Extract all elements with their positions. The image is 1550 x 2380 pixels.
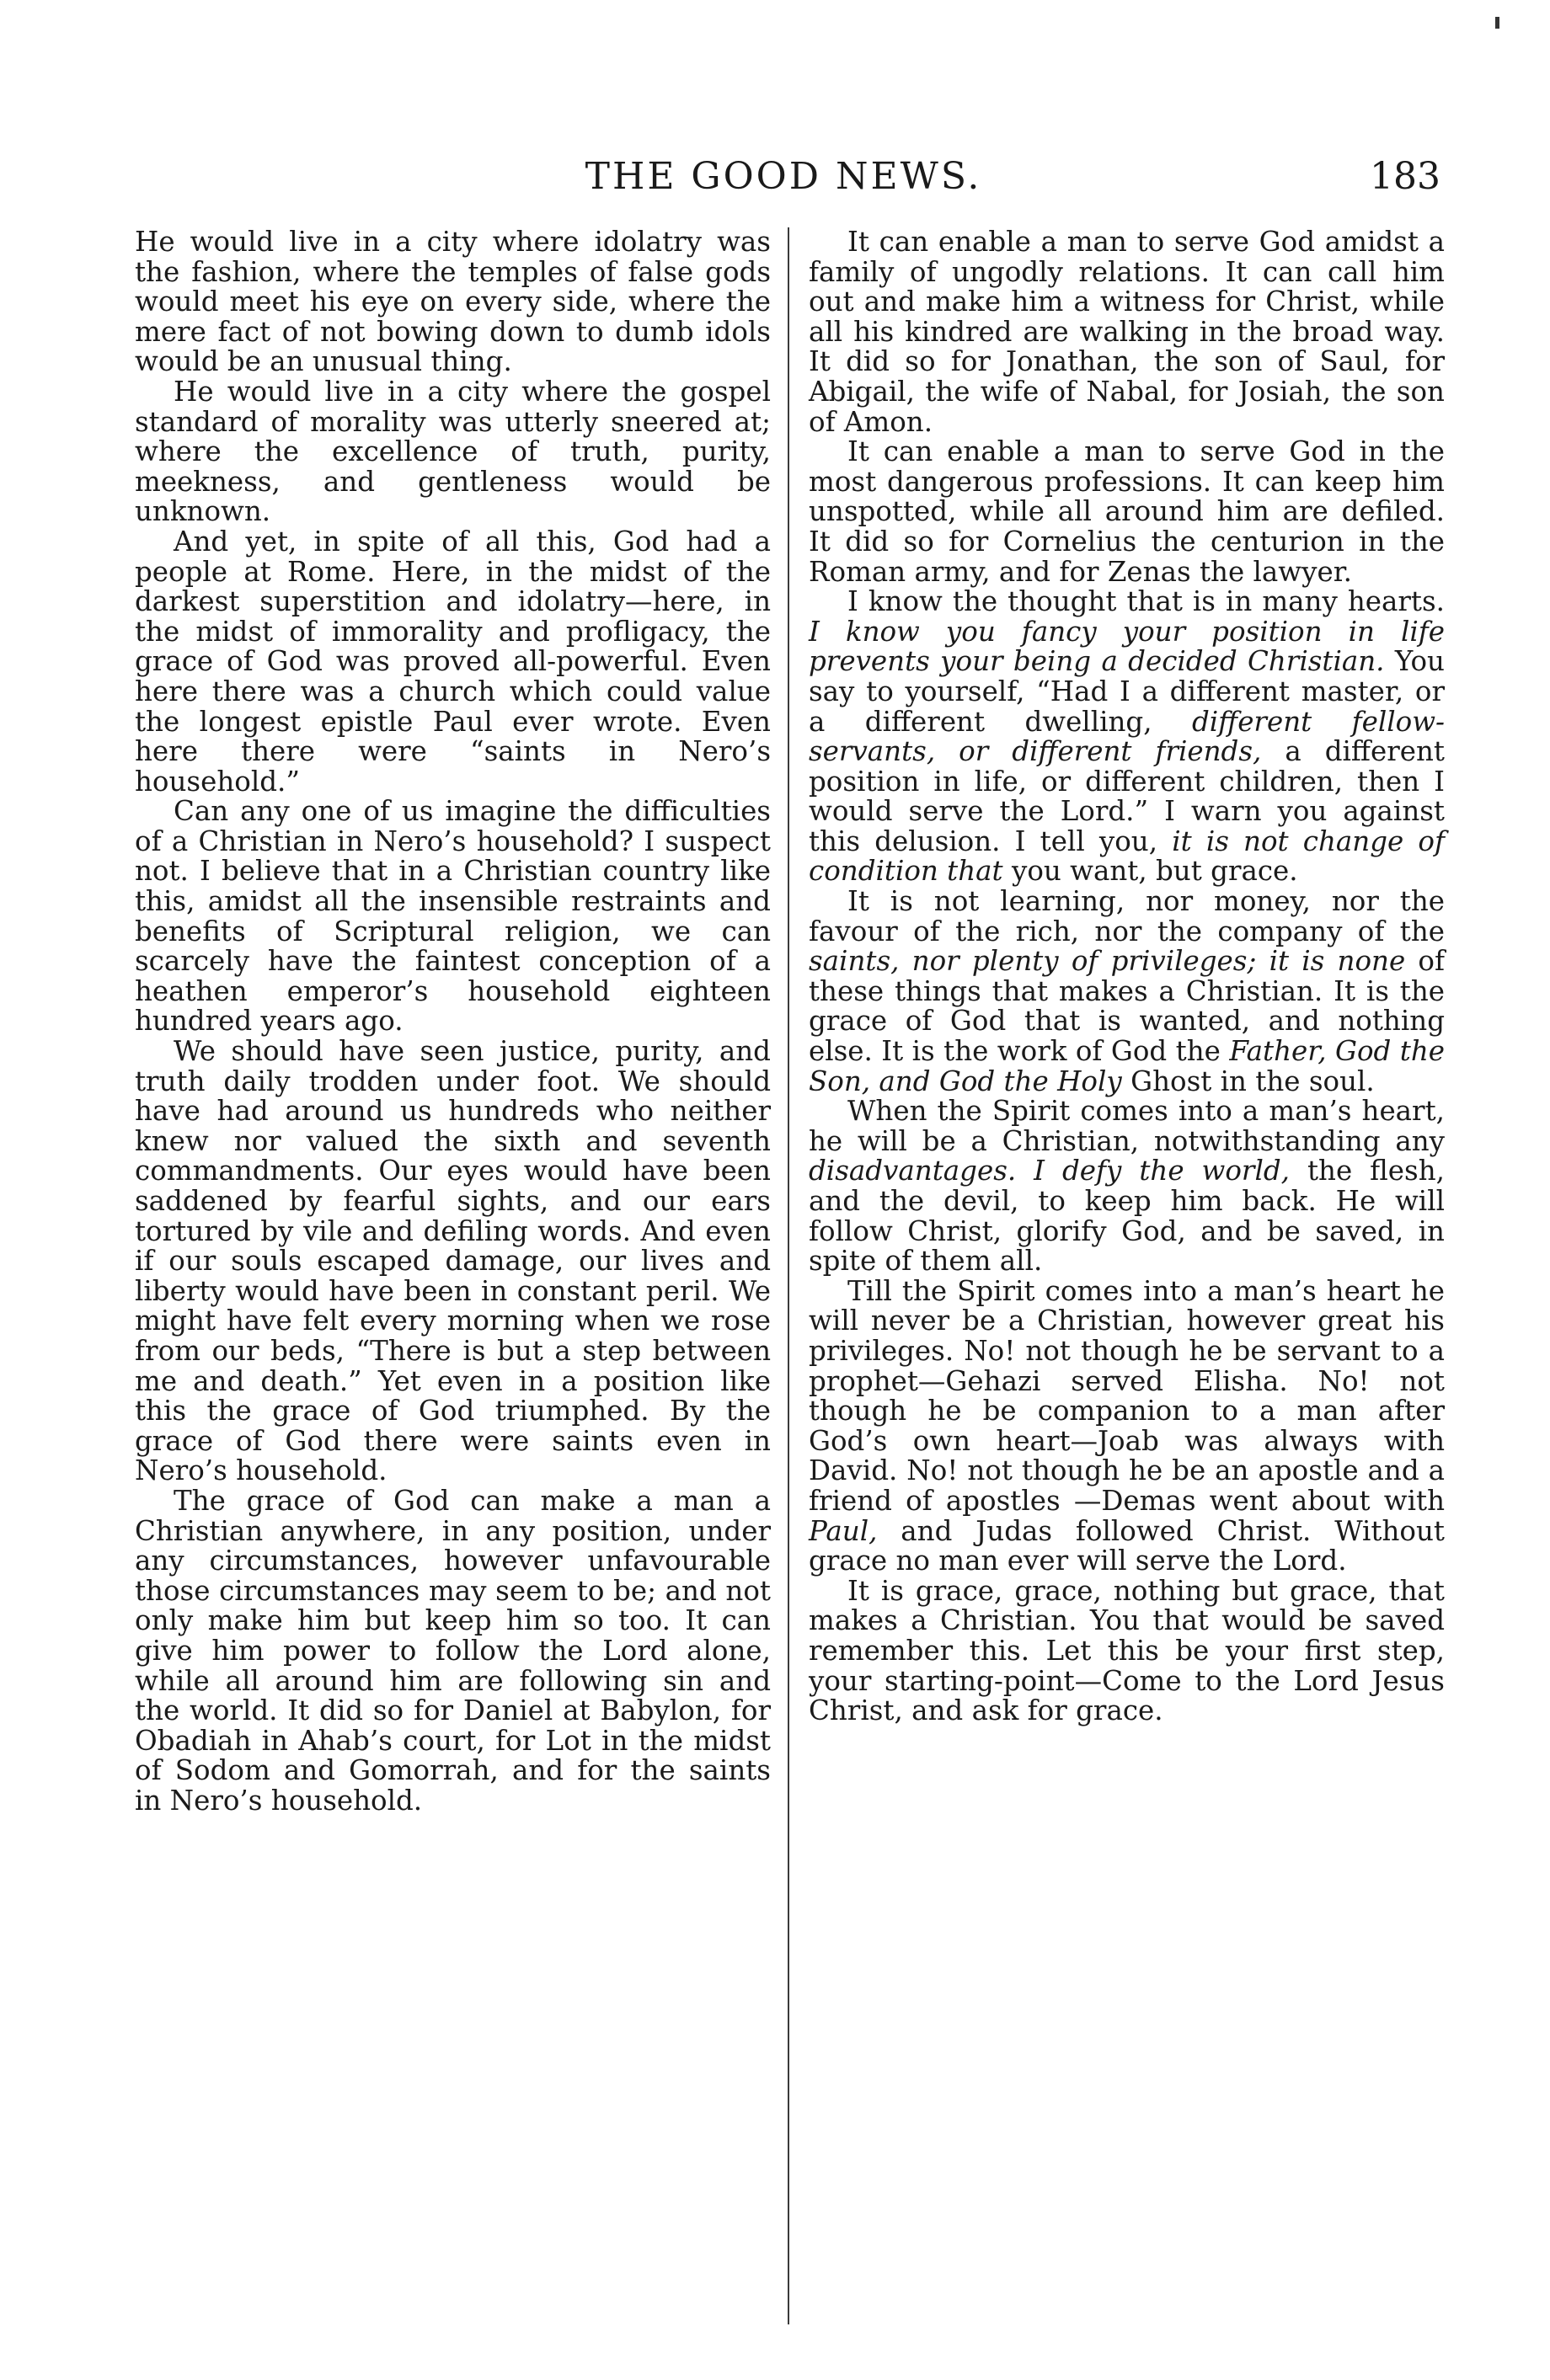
paragraph: The grace of God can make a man a Christian anywhere, in any position, under any circumstances, however unfavourable those circumstances may seem to be; and not only make him but keep him so too. It can give him power to follow the Lord alone, while all around him are following sin and the world. It did so for Daniel at Babylon, for Obadiah in Ahab’s court, for Lot in the midst of Sodom and Gomorrah, and for the saints in Nero’s household. — [135, 1484, 771, 1817]
paragraph: We should have seen justice, purity, and truth daily trodden under foot. We should have had around us hundreds who neither knew nor valued the sixth and seventh commandments. Our eyes would have been saddened by fearful sights, and our ears tortured by vile and defiling words. And even if our souls escaped damage, our lives and liberty would have been in constant peril. We might have felt every morning when we rose from our beds, “There is but a step between me and death.” Yet even in a position like this the grace of God triumphed. By the grace of God there were saints even in Nero’s household. — [135, 1035, 771, 1487]
italic-run: I know you fancy your position in life prevents your being a decided Christian. — [809, 615, 1445, 678]
left-column — [135, 227, 771, 1816]
paragraph — [809, 1097, 1445, 1277]
page-corner-mark — [1495, 17, 1499, 29]
text-run: Till the Spirit comes into a man’s heart he will never be a Christian, however great his privileges. No! not though he be servant to a prophet—Gehazi served Elisha. No! not though he be companion to a man after God’s own heart—Joab was always with David. No! not though he be an apostle and a friend of apostles —Demas went about with — [809, 1274, 1445, 1517]
italic-run: disadvantages. I defy the world, — [809, 1155, 1290, 1187]
text-run: It is not learning, nor money, nor the favour of the rich, nor the company of the — [809, 885, 1445, 947]
italic-run: saints, nor plenty of privileges; it is none — [809, 945, 1406, 978]
text-run: the flesh, and the devil, to keep him back. He will follow Christ, glorify God, and be saved, in spite of them all. — [809, 1155, 1445, 1278]
paragraph: And yet, in spite of all this, God had a people at Rome. Here, in the midst of the darkest superstition and idolatry—here, in the midst of immorality and profligacy, the grace of God was proved all-powerful. Even here there was a church which could value the longest epistle Paul ever wrote. Even here there were “saints in Nero’s household.” — [135, 525, 771, 798]
text-run: You say to yourself, “Had I a different master, or a different dwelling, — [809, 645, 1445, 738]
text-run: a different position in life, or different children, then I would serve the Lord.” I warn you against this delusion. I tell you, — [809, 735, 1445, 857]
paragraph: It can enable a man to serve God amidst a family of ungodly relations. It can call him out and make him a witness for Christ, while all his kindred are walking in the broad way. It did so for Jonathan, the son of Saul, for Abigail, the wife of Nabal, for Josiah, the son of Amon. — [809, 226, 1445, 438]
column-rule — [788, 227, 789, 2324]
right-column — [809, 227, 1445, 1726]
italic-run: Paul, — [809, 1514, 878, 1547]
paragraph: Can any one of us imagine the difficulties of a Christian in Nero’s household? I suspect not. I believe that in a Christian country like this, amidst all the insensible restraints and benefits of Scriptural religion, we can scarcely have the faintest conception of a heathen emperor’s household eighteen hundred years ago. — [135, 795, 771, 1038]
paragraph: It can enable a man to serve God in the most dangerous professions. It can keep him unspotted, while all around him are defiled. It did so for Cornelius the centurion in the Roman army, and for Zenas the lawyer. — [809, 435, 1445, 588]
paragraph — [809, 1274, 1445, 1577]
text-run: you want, but grace. — [1011, 855, 1298, 888]
paragraph — [809, 587, 1445, 887]
running-title: THE GOOD NEWS. — [585, 155, 982, 198]
italic-run: different fellow-servants, or different friends, — [809, 705, 1445, 768]
paragraph — [809, 887, 1445, 1097]
paragraph: It is grace, grace, nothing but grace, that makes a Christian. You that would be saved remember this. Let this be your first step, your starting-point—Come to the Lord Jesus Christ, and ask for grace. — [809, 1574, 1445, 1727]
text-run: of these things that makes a Christian. It is the grace of God that is wanted, and nothing else. It is the work of God the — [809, 945, 1445, 1068]
paragraph: He would live in a city where idolatry was the fashion, where the temples of false gods would meet his eye on every side, where the mere fact of not bowing down to dumb idols would be an unusual thing. — [135, 226, 771, 378]
text-run: When the Spirit comes into a man’s heart, he will be a Christian, notwithstanding any — [809, 1095, 1445, 1157]
paragraph: He would live in a city where the gospel standard of morality was utterly sneered at; where the excellence of truth, purity, meekness, and gentleness would be unknown. — [135, 375, 771, 528]
italic-run: it is not change of condition that — [809, 824, 1445, 888]
page-header — [126, 152, 1440, 202]
text-run: Ghost in the soul. — [1130, 1065, 1375, 1097]
page-number: 183 — [1370, 155, 1440, 198]
text-run: I know the thought that is in many hearts. — [847, 585, 1445, 618]
italic-run: Father, God the Son, and God the Holy — [809, 1035, 1445, 1097]
text-run: and Judas followed Christ. Without grace no man ever will serve the Lord. — [809, 1514, 1445, 1577]
article-body — [135, 226, 1445, 2350]
